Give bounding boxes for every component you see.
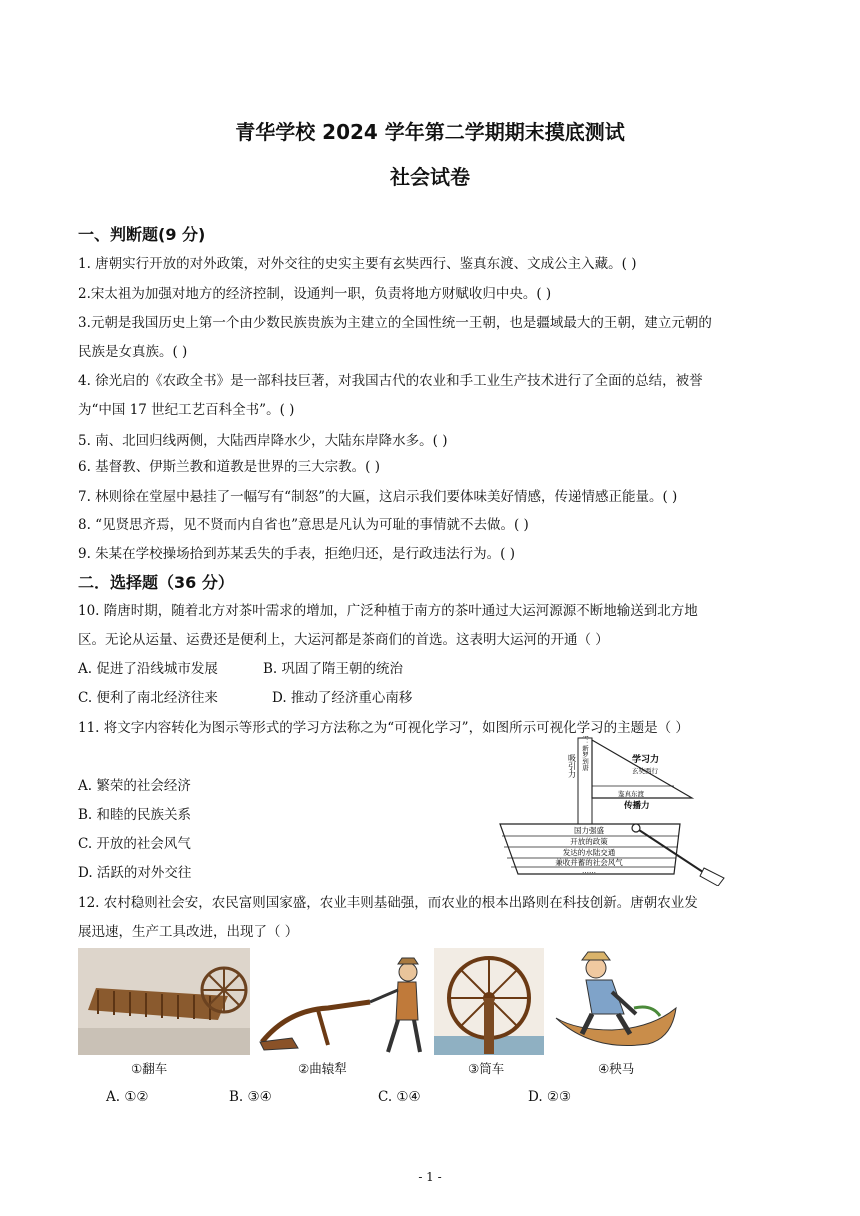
hull-row-5: …… <box>582 867 596 875</box>
question-line: 为“中国 17 世纪工艺百科全书”。( ) <box>78 402 295 418</box>
image-caption: ①翻车 <box>131 1061 168 1076</box>
exam-title: 青华学校 2024 学年第二学期期末摸底测试 <box>235 120 625 144</box>
question-line: 8. “见贤思齐焉，见不贤而内自省也”意思是凡认为可耻的事情就不去做。( ) <box>78 517 529 533</box>
question-line: 展迅速，生产工具改进，出现了（ ） <box>78 924 299 940</box>
question-line: 7. 林则徐在堂屋中悬挂了一幅写有“制怒”的大匾，这启示我们要体味美好情感，传递情感正能量。( ) <box>78 489 678 505</box>
sail-bottom-label: 传播力 <box>624 801 650 811</box>
question-line: 6. 基督教、伊斯兰教和道教是世界的三大宗教。( ) <box>78 459 380 475</box>
mast-side-label: 吸引力 <box>567 754 577 778</box>
hull-row-3: 发达的水陆交通 <box>562 848 616 857</box>
question-line: 10. 隋唐时期，随着北方对茶叶需求的增加，广泛种植于南方的茶叶通过大运河源源不断地输送到北方地 <box>78 603 698 619</box>
option-a: A. 促进了沿线城市发展 <box>78 661 218 677</box>
tongche-image <box>434 948 544 1055</box>
option-d: D. 活跃的对外交往 <box>78 865 192 881</box>
image-caption: ③筒车 <box>468 1061 505 1076</box>
hull-row-4: 兼收并蓄的社会风气 <box>555 858 623 867</box>
option-c: C. ①④ <box>378 1089 421 1105</box>
question-line: 区。无论从运量、运费还是便利上，大运河都是茶商们的首选。这表明大运河的开通（ ） <box>78 632 609 648</box>
option-c: C. 开放的社会风气 <box>78 836 191 852</box>
question-line: 1. 唐朝实行开放的对外政策，对外交往的史实主要有玄奘西行、鉴真东渡、文成公主入藏。( ) <box>78 256 637 272</box>
quyuanli-image <box>258 950 426 1055</box>
option-a: A. 繁荣的社会经济 <box>78 778 191 794</box>
option-d: D. ②③ <box>528 1089 572 1105</box>
image-caption: ④秧马 <box>598 1061 635 1076</box>
page-number: - 1 - <box>418 1170 442 1184</box>
exam-subtitle: 社会试卷 <box>390 165 470 189</box>
sail-label: 学习力 <box>632 755 660 765</box>
image-caption: ②曲辕犁 <box>298 1061 347 1076</box>
mast-top-label: 日本：新罗到唐 <box>581 736 589 771</box>
section1-heading: 一、判断题(9 分) <box>78 225 206 244</box>
fanche-image <box>78 948 250 1055</box>
option-b: B. ③④ <box>229 1089 272 1105</box>
option-b: B. 巩固了隋王朝的统治 <box>263 661 404 677</box>
option-c: C. 便利了南北经济往来 <box>78 690 218 706</box>
option-a: A. ①② <box>106 1089 149 1105</box>
question-line: 5. 南、北回归线两侧，大陆西岸降水少，大陆东岸降水多。( ) <box>78 433 448 449</box>
hull-row-2: 开放的政策 <box>570 837 608 846</box>
section2-heading: 二．选择题（36 分） <box>78 573 234 592</box>
question-line: 民族是女真族。( ) <box>78 344 188 360</box>
boat-diagram <box>494 736 730 886</box>
option-b: B. 和睦的民族关系 <box>78 807 192 823</box>
question-line: 9. 朱某在学校操场拾到苏某丢失的手表，拒绝归还，是行政违法行为。( ) <box>78 546 515 562</box>
hull-row-1: 国力强盛 <box>574 826 604 835</box>
question-line: 4. 徐光启的《农政全书》是一部科技巨著，对我国古代的农业和手工业生产技术进行了全面的总结，被誉 <box>78 373 703 389</box>
option-d: D. 推动了经济重心南移 <box>272 690 413 706</box>
yangma-image <box>552 948 680 1055</box>
question-line: 3.元朝是我国历史上第一个由少数民族贵族为主建立的全国性统一王朝，也是疆域最大的王朝，建立元朝的 <box>78 315 712 331</box>
sail-sub-label: 玄奘西行 <box>632 767 658 775</box>
sail-mid-label: 鉴真东渡 <box>618 790 644 798</box>
question-line: 12. 农村稳则社会安，农民富则国家盛，农业丰则基础强，而农业的根本出路则在科技创新。唐朝农业发 <box>78 895 698 911</box>
question-line: 11. 将文字内容转化为图示等形式的学习方法称之为“可视化学习”，如图所示可视化学习的主题是（ ） <box>78 720 689 736</box>
question-line: 2.宋太祖为加强对地方的经济控制，设通判一职，负责将地方财赋收归中央。( ) <box>78 286 552 302</box>
